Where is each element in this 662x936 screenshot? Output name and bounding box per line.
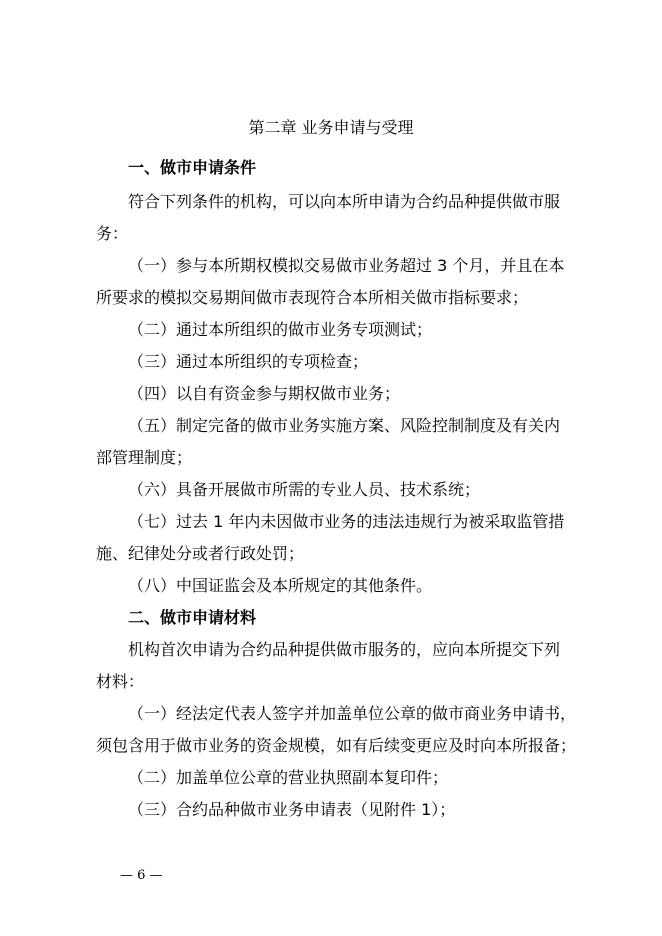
paragraph-line: （八）中国证监会及本所规定的其他条件。 [128,576,433,595]
paragraph-line: （三）通过本所组织的专项检查； [128,352,369,371]
paragraph-line: （四）以自有资金参与期权做市业务； [128,384,401,403]
chapter-title: 第二章 业务申请与受理 [248,118,414,137]
paragraph-line: 材料： [96,672,145,691]
paragraph-line: 符合下列条件的机构，可以向本所申请为合约品种提供做市服 [128,192,561,211]
section-heading: 一、做市申请条件 [128,158,257,177]
paragraph-line: 机构首次申请为合约品种提供做市服务的，应向本所提交下列 [128,640,561,659]
paragraph-line: （七）过去 1 年内未因做市业务的违法违规行为被采取监管措 [128,512,565,531]
paragraph-line: （三）合约品种做市业务申请表（见附件 1）； [128,800,456,819]
paragraph-line: 所要求的模拟交易期间做市表现符合本所相关做市指标要求； [96,288,529,307]
paragraph-line: （六）具备开展做市所需的专业人员、技术系统； [128,480,481,499]
paragraph-line: 部管理制度； [96,448,193,467]
paragraph-line: （一）参与本所期权模拟交易做市业务超过 3 个月，并且在本 [128,256,565,275]
paragraph-line: 施、纪律处分或者行政处罚； [96,544,305,563]
page-number: — 6 — [120,868,163,883]
section-heading: 二、做市申请材料 [128,608,257,627]
paragraph-line: （二）加盖单位公章的营业执照副本复印件； [128,768,449,787]
paragraph-line: 务： [96,224,129,243]
paragraph-line: （一）经法定代表人签字并加盖单位公章的做市商业务申请书， [128,704,577,723]
paragraph-line: （五）制定完备的做市业务实施方案、风险控制制度及有关内 [128,416,561,435]
paragraph-line: 须包含用于做市业务的资金规模，如有后续变更应及时向本所报备； [96,736,577,755]
paragraph-line: （二）通过本所组织的做市业务专项测试； [128,320,433,339]
